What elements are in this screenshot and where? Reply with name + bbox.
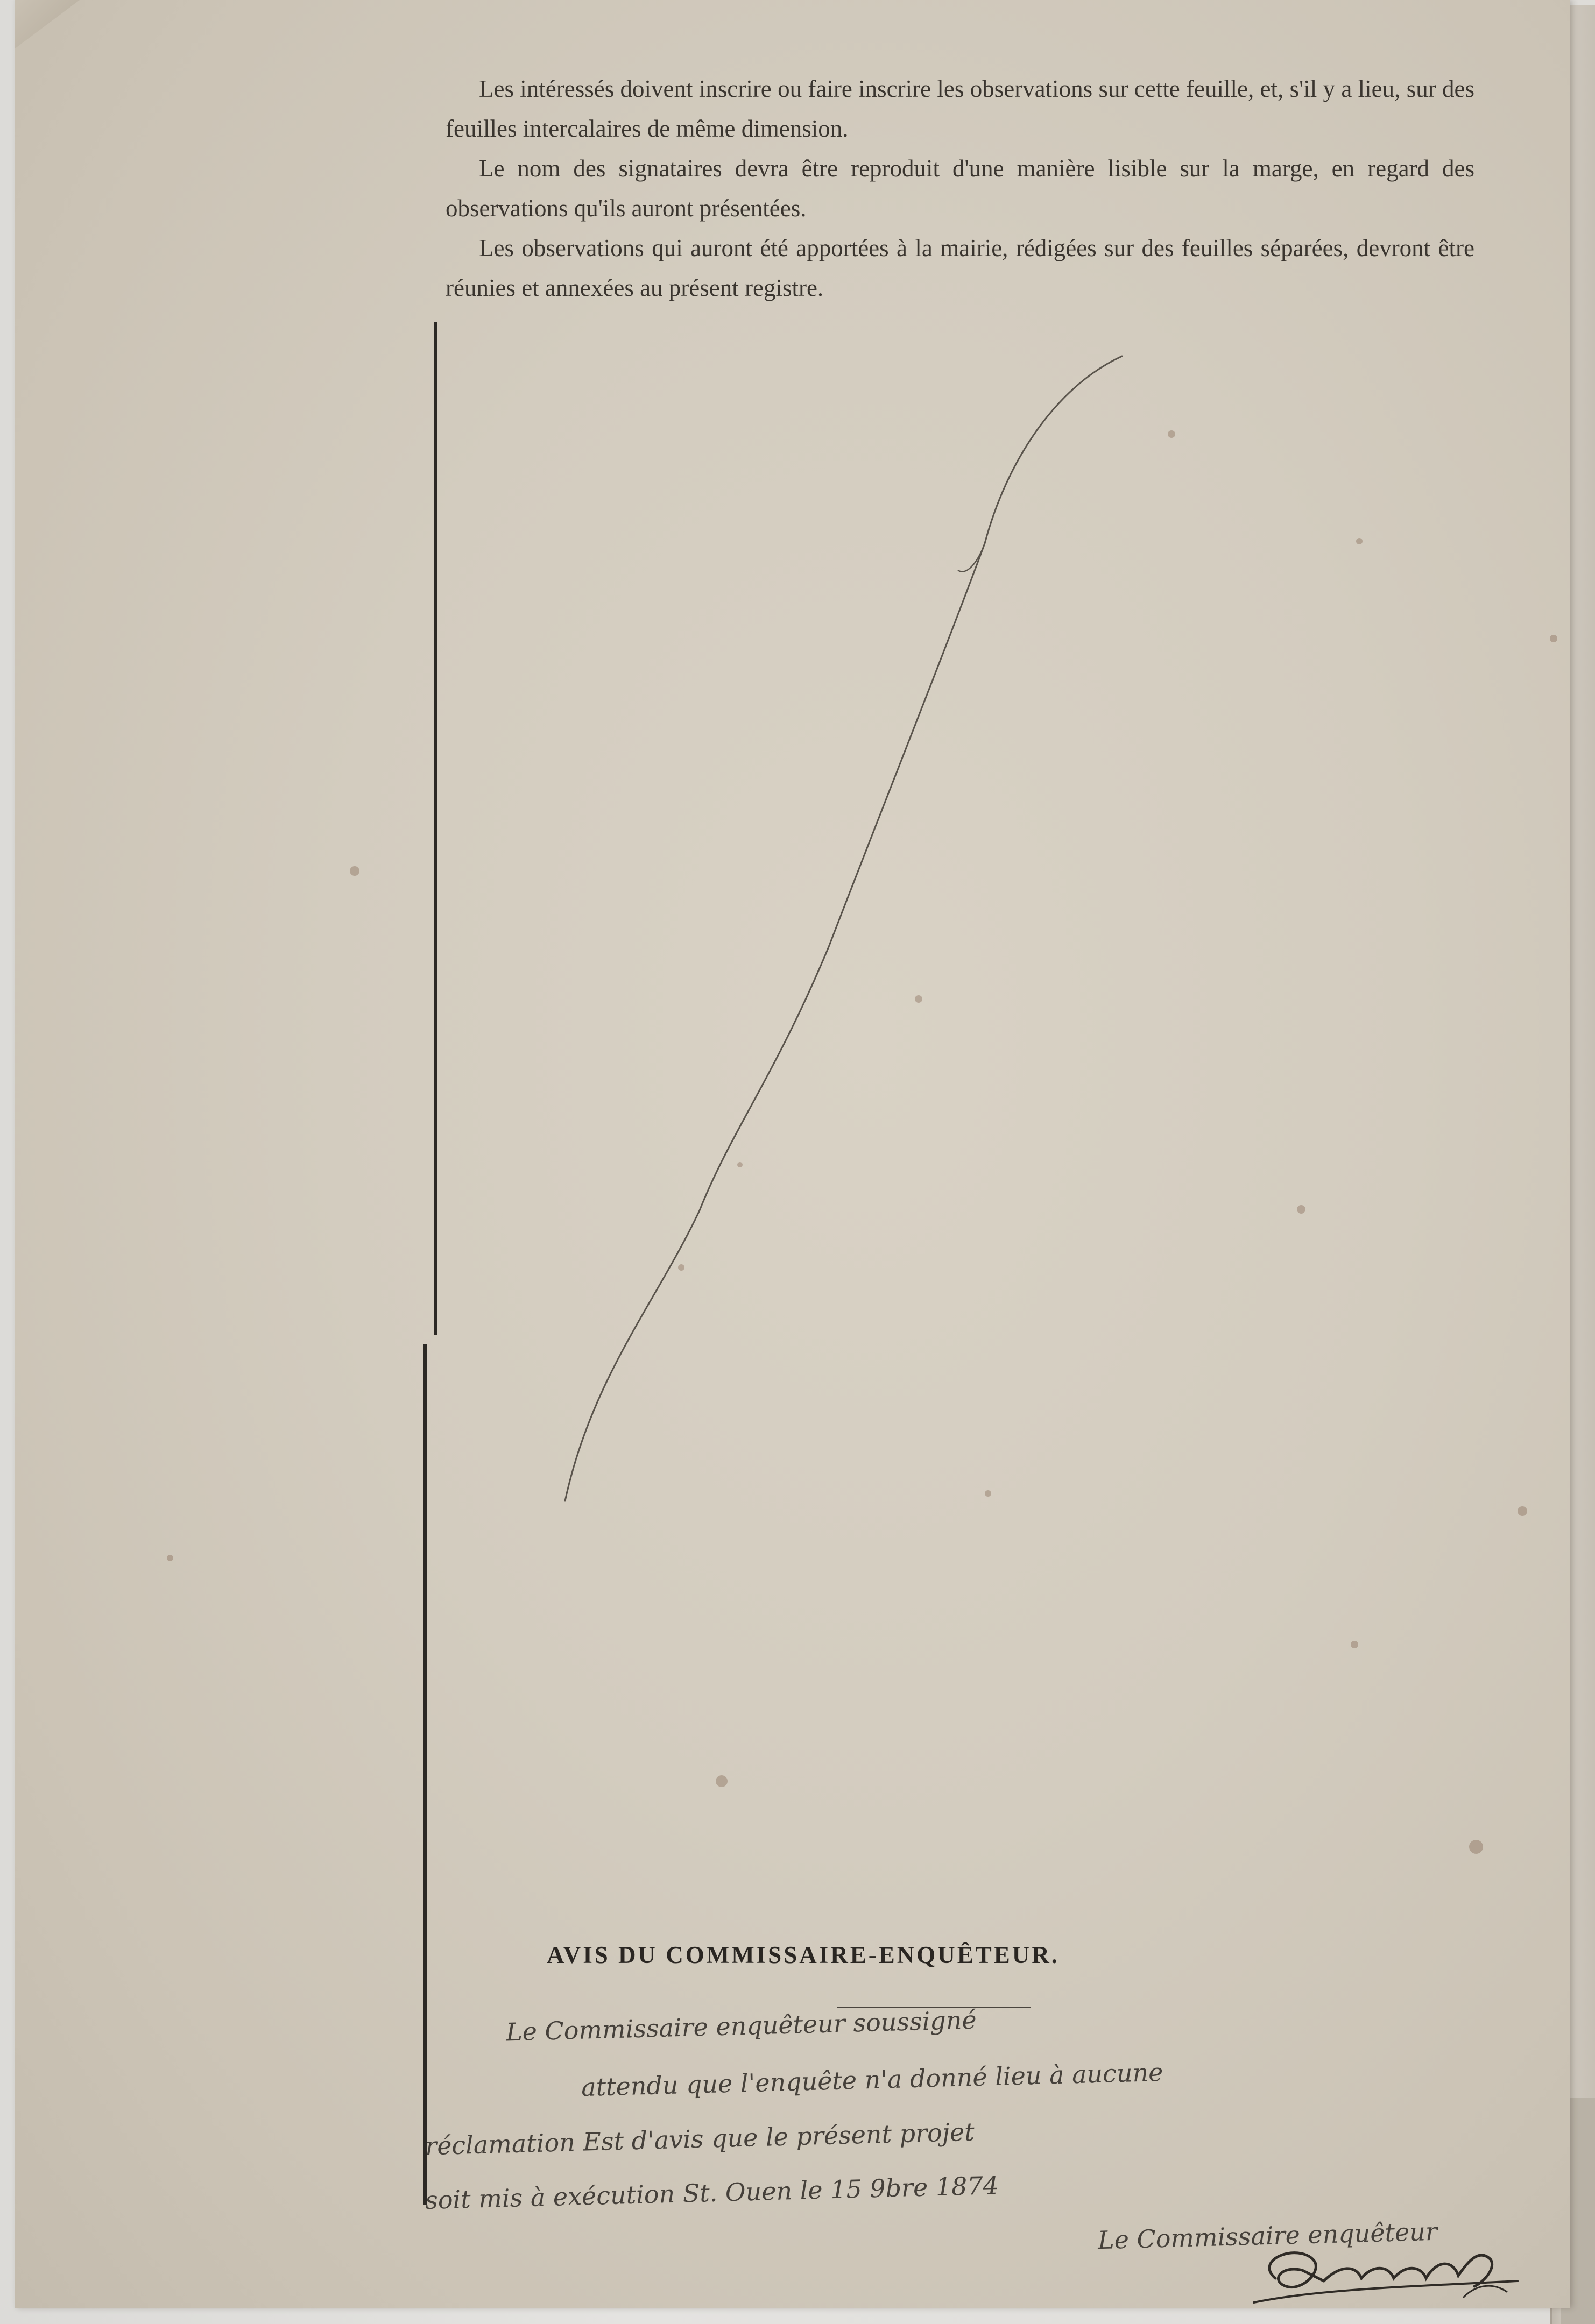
- foxing-speck: [737, 1162, 743, 1167]
- foxing-speck: [1356, 538, 1363, 544]
- foxing-speck: [1168, 430, 1175, 438]
- instruction-paragraph: Les observations qui auront été apportées à la mairie, rédigées sur des feuilles séparées, devront être réunies et annexées au présent registre.: [446, 235, 1474, 301]
- instruction-paragraph: Les intéressés doivent inscrire ou faire inscrire les observations sur cette feuille, et, s'il y a lieu, sur des feuilles intercalaires de même dimension.: [446, 75, 1474, 142]
- foxing-speck: [716, 1775, 728, 1787]
- instruction-paragraph: Le nom des signataires devra être reproduit d'une manière lisible sur la marge, en regard des observations qu'ils auront présentées.: [446, 155, 1474, 222]
- foxing-speck: [1469, 1840, 1483, 1854]
- foxing-speck: [167, 1555, 173, 1561]
- margin-rule: [434, 322, 437, 1335]
- foxing-speck: [678, 1264, 684, 1271]
- foxing-speck: [1518, 1506, 1527, 1516]
- foxing-speck: [985, 1490, 991, 1497]
- foxing-speck: [1550, 635, 1557, 642]
- printed-instructions: [446, 69, 1474, 308]
- commissioner-signature: [1238, 2227, 1539, 2319]
- handwritten-line: Le Commissaire enquêteur: [1097, 2216, 1438, 2255]
- handwritten-line: attendu que l'enquête n'a donné lieu à aucune: [581, 2057, 1164, 2102]
- foxing-speck: [350, 866, 359, 876]
- section-title: AVIS DU COMMISSAIRE-ENQUÊTEUR.: [547, 1942, 1060, 1968]
- foxing-speck: [1297, 1205, 1305, 1214]
- handwritten-line: soit mis à exécution St. Ouen le 15 9bre 1874: [425, 2171, 999, 2215]
- handwritten-line: Le Commissaire enquêteur soussigné: [505, 2005, 977, 2047]
- foxing-speck: [915, 995, 922, 1003]
- margin-rule: [423, 1344, 427, 2205]
- foxing-speck: [1351, 1641, 1358, 1648]
- handwritten-line: réclamation Est d'avis que le présent projet: [425, 2117, 975, 2161]
